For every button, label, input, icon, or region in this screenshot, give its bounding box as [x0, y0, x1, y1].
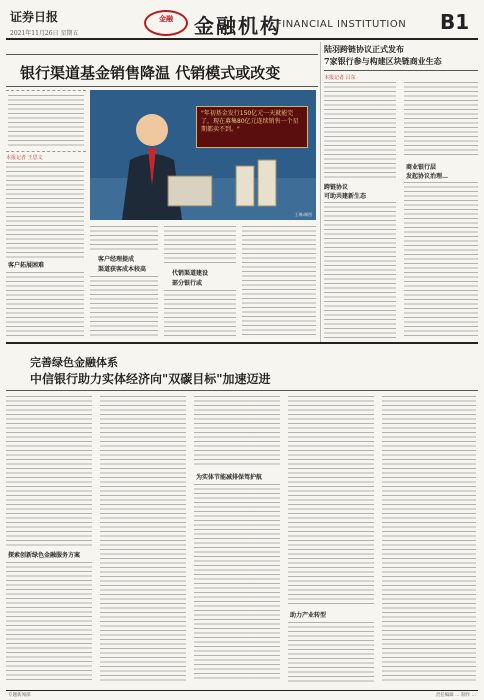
- body-text: [194, 484, 280, 682]
- sub-head: 跨链协议: [324, 184, 349, 191]
- story-byline: 本报记者 吕东: [324, 75, 356, 81]
- illustration-quote: "年初基金发行150亿元一天就能完了，现在募集80亿元连续销售一个星期都卖不到。": [196, 106, 308, 148]
- section-title-en: FINANCIAL INSTITUTION: [276, 19, 407, 30]
- body-text: [164, 290, 236, 338]
- story-headline: 银行渠道基金销售降温 代销模式或改变: [20, 64, 281, 82]
- footer-rule: [6, 690, 478, 691]
- sub-head: 可助共建新生态: [324, 193, 367, 200]
- sub-head: 商业银行层: [406, 164, 437, 171]
- sub-head: 助力产业转型: [290, 612, 327, 619]
- body-text: [194, 396, 280, 468]
- bottom-story: [6, 346, 478, 686]
- body-text: [324, 202, 396, 338]
- top-left-story: [6, 40, 318, 340]
- newspaper-logo: 证券日报: [10, 10, 59, 24]
- lead-box: [6, 90, 86, 152]
- body-text: [404, 182, 478, 338]
- body-text: [324, 82, 396, 178]
- sub-head: 渠道获客成本较高: [98, 266, 147, 273]
- body-text: [404, 82, 478, 158]
- body-text: [100, 396, 186, 682]
- body-text: [164, 226, 236, 264]
- section-title: 金融机构: [194, 14, 282, 38]
- story-headline-line2: 中信银行助力实体经济向"双碳目标"加速迈进: [30, 372, 271, 386]
- footer-right: 责任编辑 … 制作 …: [435, 693, 476, 698]
- body-text: [288, 622, 374, 682]
- section-rule: [6, 342, 478, 344]
- divider: [6, 86, 318, 87]
- sub-head: 部分银行或: [172, 280, 203, 287]
- page-number: B1: [440, 10, 470, 34]
- body-text: [6, 396, 92, 546]
- sub-head: 为实体节能减排保驾护航: [196, 474, 263, 481]
- story-headline-line1: 完善绿色金融体系: [30, 356, 118, 369]
- sub-head: 客户拓展困难: [8, 262, 45, 269]
- divider: [6, 390, 478, 391]
- body-text: [90, 226, 158, 250]
- section-badge-label: 金融: [159, 14, 173, 23]
- issue-date: 2021年11月26日 星期五: [10, 30, 79, 37]
- section-badge: [144, 10, 188, 36]
- body-text: [6, 162, 84, 258]
- body-text: [288, 396, 374, 606]
- illustration-credit: 王琳/制图: [294, 212, 312, 217]
- body-text: [90, 276, 158, 338]
- divider: [324, 70, 478, 71]
- body-text: [6, 562, 92, 682]
- illustration: [90, 90, 316, 220]
- story-byline: 本报记者 王思文: [6, 155, 43, 161]
- sub-head: 发起协议治理…: [406, 173, 449, 180]
- top-right-story: [324, 40, 478, 340]
- divider: [6, 54, 318, 55]
- footer-left: 专题新闻部: [8, 693, 31, 698]
- body-text: [6, 272, 84, 338]
- story-headline-line2: 7家银行参与构建区块链商业生态: [324, 56, 442, 66]
- sub-head: 探索创新绿色金融服务方案: [8, 552, 81, 559]
- column-divider: [320, 42, 321, 342]
- body-text: [242, 226, 316, 338]
- story-headline-line1: 陆羽跨链协议正式发布: [324, 44, 404, 54]
- lead-text: [8, 95, 84, 147]
- sub-head: 代销渠道建设: [172, 270, 209, 277]
- body-text: [382, 396, 476, 682]
- sub-head: 客户经理提成: [98, 256, 135, 263]
